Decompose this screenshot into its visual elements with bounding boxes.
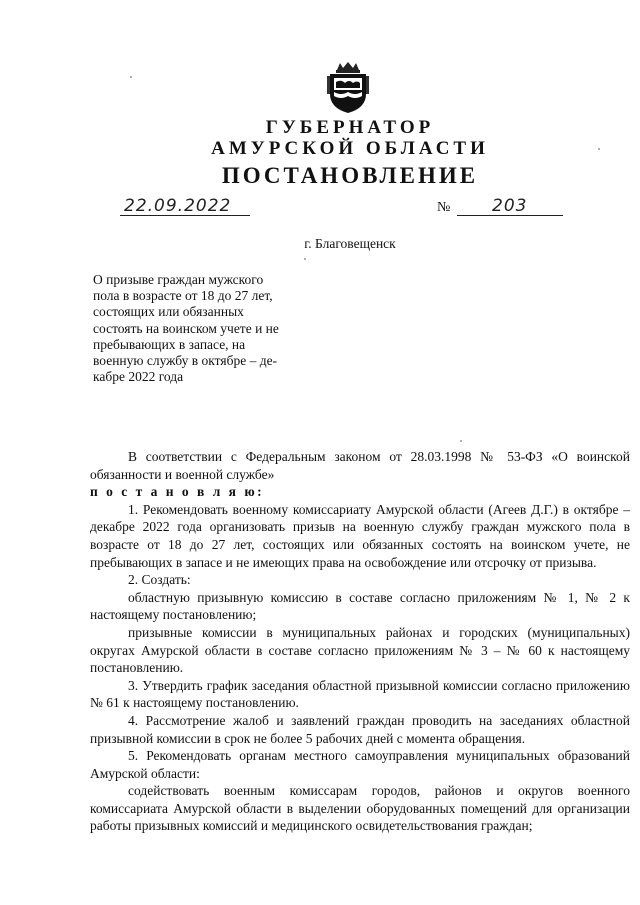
paragraph-2-item-1: областную призывную комиссию в составе согласно приложениям № 1, № 2 к настоящему постановлению;	[90, 589, 630, 623]
document-number: 203	[492, 196, 528, 216]
paragraph-4: 4. Рассмотрение жалоб и заявлений граждан проводить на заседаниях областной призывной комиссии в срок не более 5 рабочих дней с момента обращения.	[90, 712, 630, 746]
subject-line: состоящих или обязанных	[93, 304, 244, 320]
paragraph-2-item-2: призывные комиссии в муниципальных районах и городских (муниципальных) округах Амурской области в составе согласно приложениям № 3 – № 60 к настоящему постановлению.	[90, 624, 630, 676]
date-underline	[120, 215, 250, 216]
preamble: В соответствии с Федеральным законом от 28.03.1998 № 53-ФЗ «О воинской обязанности и военной службе»	[90, 449, 630, 482]
city-name: г. Благовещенск	[304, 236, 396, 251]
paragraph-3: 3. Утвердить график заседания областной призывной комиссии согласно приложению № 61 к настоящему постановлению.	[90, 677, 630, 711]
subject-line: пола в возрасте от 18 до 27 лет,	[93, 288, 273, 304]
region-title: АМУРСКОЙ ОБЛАСТИ	[211, 138, 489, 159]
scan-speck	[460, 440, 462, 442]
number-underline	[457, 215, 563, 216]
document-subject	[93, 272, 313, 385]
governor-title: ГУБЕРНАТОР	[265, 117, 435, 138]
document-type-title: ПОСТАНОВЛЕНИЕ	[221, 163, 479, 188]
subject-line: кабре 2022 года	[93, 369, 184, 385]
paragraph-5: 5. Рекомендовать органам местного самоуправления муниципальных образований Амурской области:	[90, 748, 630, 781]
resolve-word: п о с т а н о в л я ю:	[90, 484, 265, 500]
subject-line: О призыве граждан мужского	[93, 272, 264, 287]
document-body	[90, 448, 630, 835]
paragraph-1: 1. Рекомендовать военному комиссариату Амурской области (Агеев Д.Г.) в октябре – декабре 2022 года организовать призыв на военную службу граждан мужского пола в возрасте от 18 до 27 лет, состоящих или обязанных состоять на воинском учете, не пребывающих в запасе и не имеющих права на освобождение или отсрочку от призыва.	[90, 501, 630, 570]
amur-region-coat-of-arms-icon	[325, 60, 371, 114]
number-label: №	[437, 200, 451, 215]
scan-speck	[598, 148, 600, 150]
scan-speck	[304, 258, 306, 260]
document-date: 22.09.2022	[124, 196, 232, 216]
paragraph-2: 2. Создать:	[128, 572, 191, 588]
subject-line: состоять на воинском учете и не	[93, 320, 279, 336]
subject-line: военную службу в октябре – де-	[93, 353, 278, 369]
scan-speck	[130, 76, 132, 78]
subject-line: пребывающих в запасе, на	[93, 336, 246, 352]
paragraph-5-item-1: содействовать военным комиссарам городов, районов и округов военного комиссариата Амурской области в выделении оборудованных помещений для организации работы призывных комиссий и медицинского освидетельствования граждан;	[90, 783, 630, 834]
